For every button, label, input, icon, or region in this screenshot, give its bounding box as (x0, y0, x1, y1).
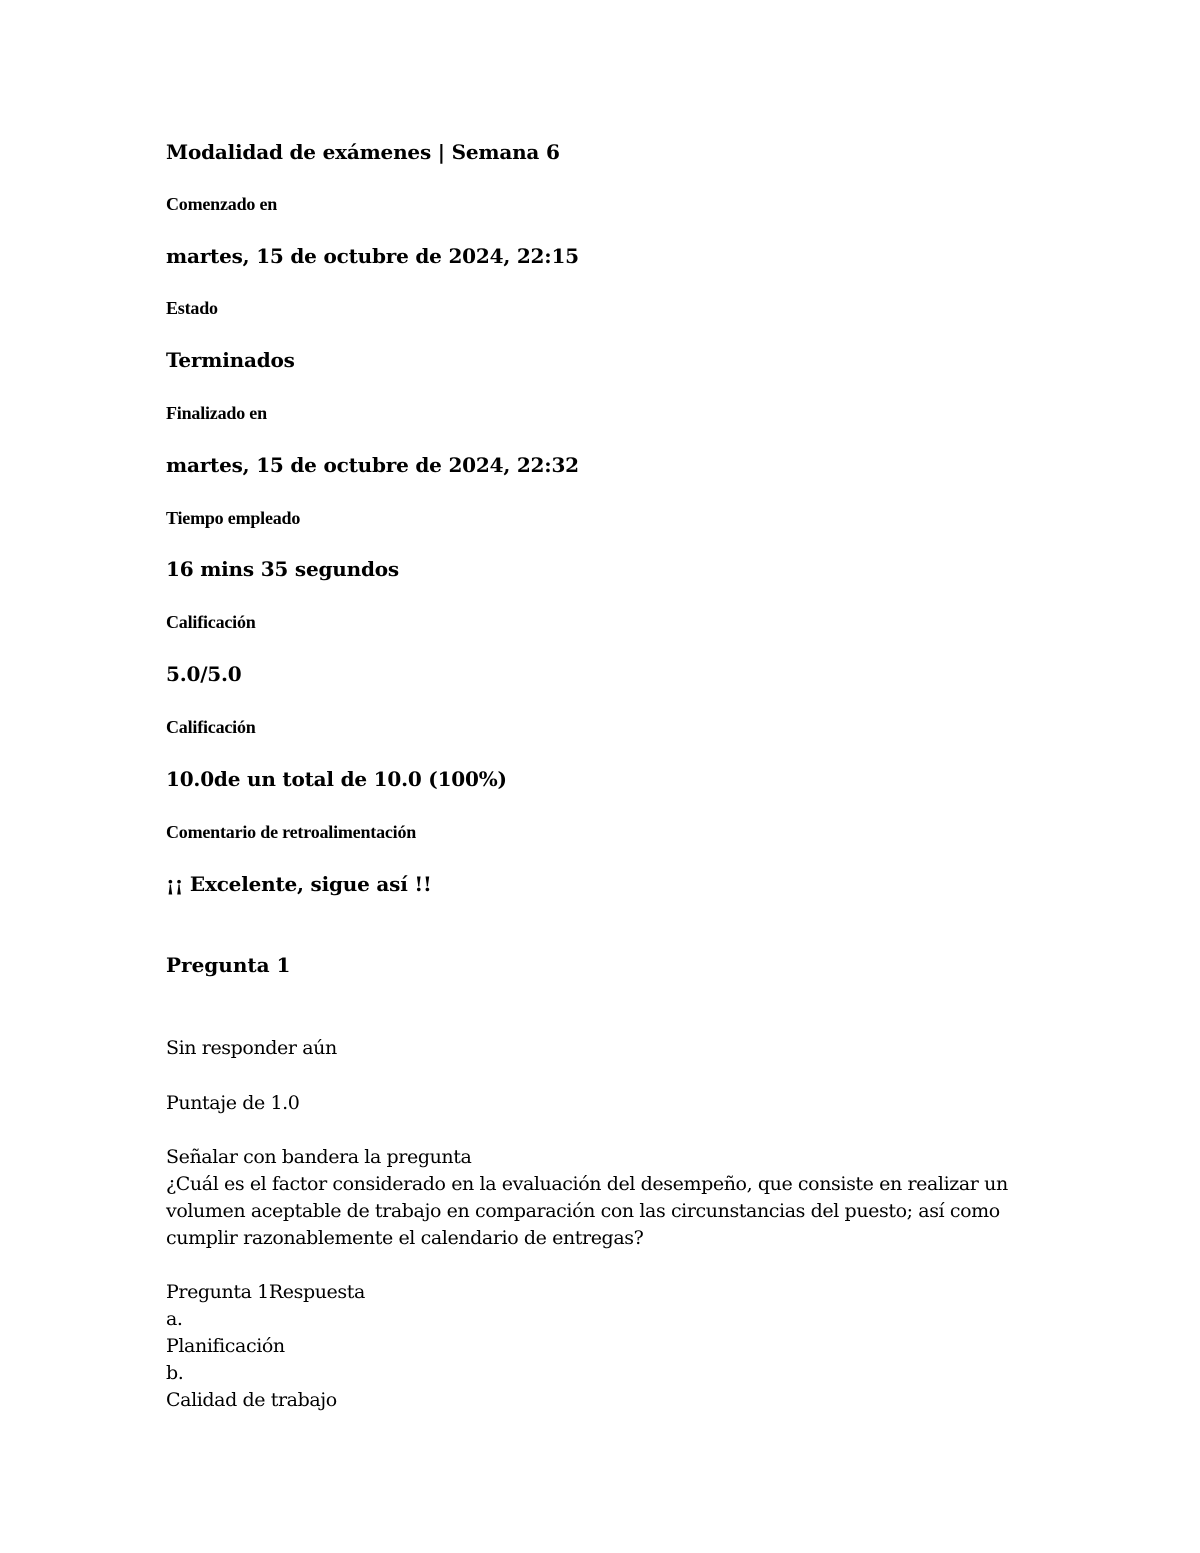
answer-label: Pregunta 1Respuesta (166, 1281, 365, 1303)
option-b-letter[interactable]: b. (166, 1362, 184, 1384)
page-title: Modalidad de exámenes | Semana 6 (166, 140, 560, 164)
grade-label: Calificación (166, 717, 256, 737)
marks-label: Calificación (166, 612, 256, 632)
question-status: Sin responder aún (166, 1037, 337, 1059)
marks-value: 5.0/5.0 (166, 662, 242, 686)
time-label: Tiempo empleado (166, 508, 301, 528)
started-value: martes, 15 de octubre de 2024, 22:15 (166, 244, 579, 268)
state-value: Terminados (166, 348, 295, 372)
question-text: ¿Cuál es el factor considerado en la evaluación del desempeño, que consiste en realizar un volumen aceptable de trabajo en comparación con las circunstancias del puesto; así como cumplir razonablemente el calendario de entregas? (166, 1173, 1008, 1249)
finished-label: Finalizado en (166, 403, 267, 423)
flag-question-link[interactable]: Señalar con bandera la pregunta (166, 1146, 472, 1168)
option-b-text[interactable]: Calidad de trabajo (166, 1389, 337, 1411)
grade-value: 10.0de un total de 10.0 (100%) (166, 767, 507, 791)
started-label: Comenzado en (166, 194, 278, 214)
time-value: 16 mins 35 segundos (166, 557, 399, 581)
option-a-letter[interactable]: a. (166, 1308, 183, 1330)
feedback-label: Comentario de retroalimentación (166, 822, 417, 842)
option-a-text[interactable]: Planificación (166, 1335, 285, 1357)
finished-value: martes, 15 de octubre de 2024, 22:32 (166, 453, 579, 477)
state-label: Estado (166, 298, 218, 318)
question-points: Puntaje de 1.0 (166, 1092, 300, 1114)
feedback-value: ¡¡ Excelente, sigue así !! (166, 872, 432, 896)
question-heading: Pregunta 1 (166, 953, 291, 977)
